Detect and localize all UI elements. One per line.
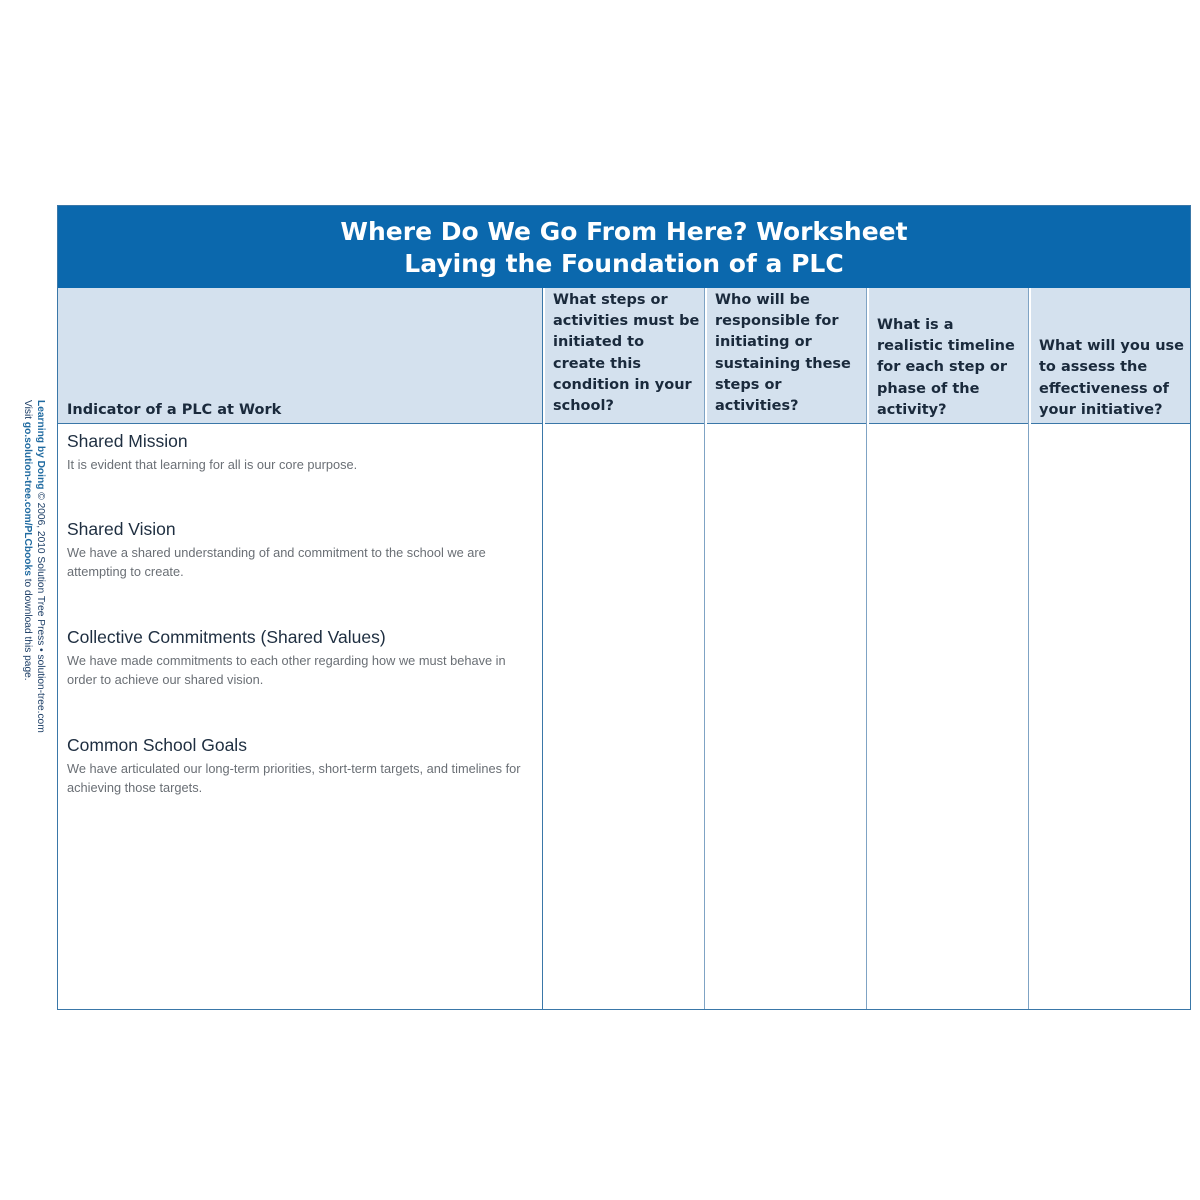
column-header-label: Indicator of a PLC at Work: [67, 401, 282, 418]
response-cell-timeline[interactable]: [868, 424, 1028, 1009]
column-header-row: [58, 288, 1190, 424]
response-cell-assess[interactable]: [1030, 424, 1190, 1009]
indicator-common-goals: [67, 734, 537, 797]
indicator-description: We have articulated our long-term priorities, short-term targets, and timelines for achieving those targets.: [67, 761, 521, 795]
indicator-description: We have made commitments to each other regarding how we must behave in order to achieve our shared vision.: [67, 653, 506, 687]
worksheet-title: Where Do We Go From Here? Worksheet: [340, 217, 908, 246]
column-header-timeline: [868, 288, 1028, 423]
copyright-notice: © 2006, 2010 Solution Tree Press • solution-tree.com: [35, 489, 46, 733]
indicator-title: Shared Vision: [67, 519, 176, 539]
worksheet-table: [57, 205, 1191, 1010]
response-cell-steps[interactable]: [544, 424, 704, 1009]
book-title: Learning by Doing: [35, 400, 46, 490]
indicator-title: Shared Mission: [67, 431, 188, 451]
column-header-indicator: [58, 288, 542, 423]
indicator-shared-mission: [67, 430, 537, 474]
copyright-line: [34, 400, 47, 800]
download-link[interactable]: go.solution-tree.com/PLCbooks: [22, 421, 33, 576]
column-header-steps: [544, 288, 704, 423]
response-cell-responsible[interactable]: [706, 424, 866, 1009]
column-divider: [704, 288, 705, 1009]
indicator-title: Common School Goals: [67, 735, 247, 755]
download-suffix: to download this page.: [22, 575, 33, 681]
indicator-collective-commitments: [67, 626, 537, 689]
copyright-text: [7, 400, 47, 800]
column-header-responsible: [706, 288, 866, 423]
copyright-sidebar: [7, 400, 47, 800]
indicator-shared-vision: [67, 518, 537, 581]
download-line: [21, 400, 34, 800]
indicator-description: It is evident that learning for all is our core purpose.: [67, 457, 358, 472]
column-divider: [866, 288, 867, 1009]
column-divider: [1028, 288, 1029, 1009]
column-divider: [542, 288, 543, 1009]
download-prefix: Visit: [22, 400, 33, 422]
worksheet-subtitle: Laying the Foundation of a PLC: [404, 249, 844, 278]
indicator-title: Collective Commitments (Shared Values): [67, 627, 386, 647]
column-header-label: What will you use to assess the effectiveness of your initiative?: [1039, 338, 1185, 418]
column-header-label: What is a realistic timeline for each step or phase of the activity?: [877, 316, 1015, 418]
column-header-assess: [1030, 288, 1190, 423]
column-header-label: Who will be responsible for initiating or sustaining these steps or activities?: [715, 292, 851, 415]
indicator-description: We have a shared understanding of and commitment to the school we are attempting to create.: [67, 545, 486, 579]
column-header-label: What steps or activities must be initiated to create this condition in your school?: [553, 292, 700, 415]
worksheet-banner: [58, 206, 1190, 288]
